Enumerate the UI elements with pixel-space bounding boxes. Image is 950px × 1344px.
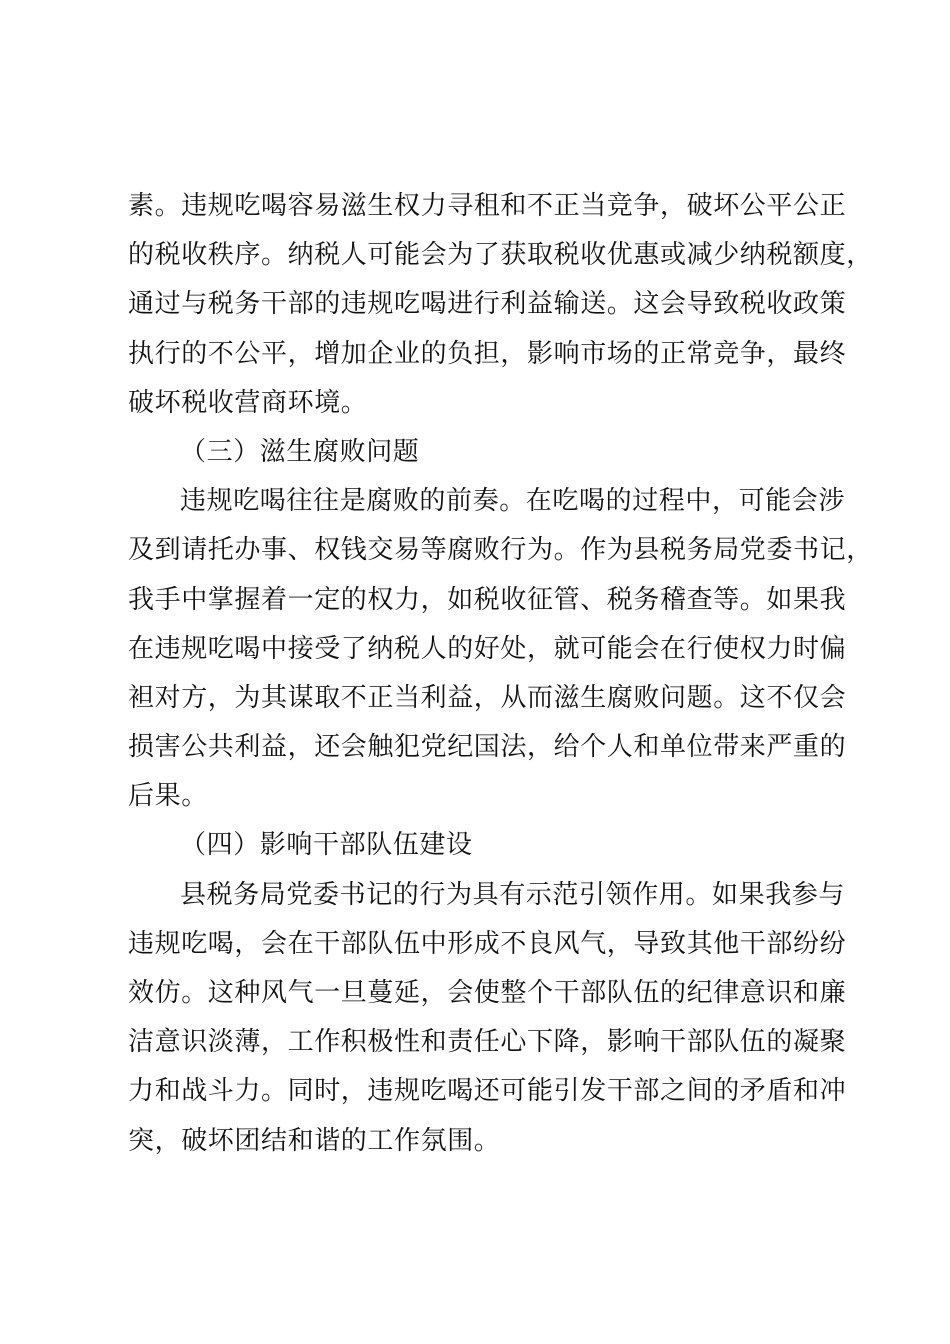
paragraph-line: 执行的不公平，增加企业的负担，影响市场的正常竞争，最终 (128, 338, 847, 369)
paragraph-line: 的税收秩序。纳税人可能会为了获取税收优惠或减少纳税额度， (128, 240, 873, 271)
paragraph-line: 破坏税收营商环境。 (128, 387, 368, 418)
paragraph-line: 县税务局党委书记的行为具有示范引领作用。如果我参与 (180, 879, 846, 910)
paragraph-line: 洁意识淡薄，工作积极性和责任心下降，影响干部队伍的凝聚 (128, 1027, 847, 1058)
paragraph-line: 通过与税务干部的违规吃喝进行利益输送。这会导致税收政策 (128, 289, 847, 320)
paragraph-line: 后果。 (128, 781, 208, 812)
paragraph-line: 违规吃喝，会在干部队伍中形成不良风气，导致其他干部纷纷 (128, 928, 847, 959)
paragraph-line: 及到请托办事、权钱交易等腐败行为。作为县税务局党委书记， (128, 535, 873, 566)
paragraph-line: 力和战斗力。同时，违规吃喝还可能引发干部之间的矛盾和冲 (128, 1076, 847, 1107)
document-body (128, 182, 873, 1166)
paragraph-line: 突，破坏团结和谐的工作氛围。 (128, 1125, 501, 1156)
paragraph-line: 袒对方，为其谋取不正当利益，从而滋生腐败问题。这不仅会 (128, 682, 847, 713)
paragraph-line: 我手中掌握着一定的权力，如税收征管、税务稽查等。如果我 (128, 584, 847, 615)
paragraph-line: 效仿。这种风气一旦蔓延，会使整个干部队伍的纪律意识和廉 (128, 978, 847, 1008)
paragraph-line: 在违规吃喝中接受了纳税人的好处，就可能会在行使权力时偏 (128, 633, 847, 664)
paragraph-line: 素。违规吃喝容易滋生权力寻租和不正当竞争，破坏公平公正 (128, 191, 847, 221)
paragraph-line: 违规吃喝往往是腐败的前奏。在吃喝的过程中，可能会涉 (180, 486, 846, 517)
section-heading: （三）滋生腐败问题 (180, 436, 420, 467)
section-heading: （四）影响干部队伍建设 (180, 830, 473, 861)
paragraph-line: 损害公共利益，还会触犯党纪国法，给个人和单位带来严重的 (128, 732, 847, 763)
